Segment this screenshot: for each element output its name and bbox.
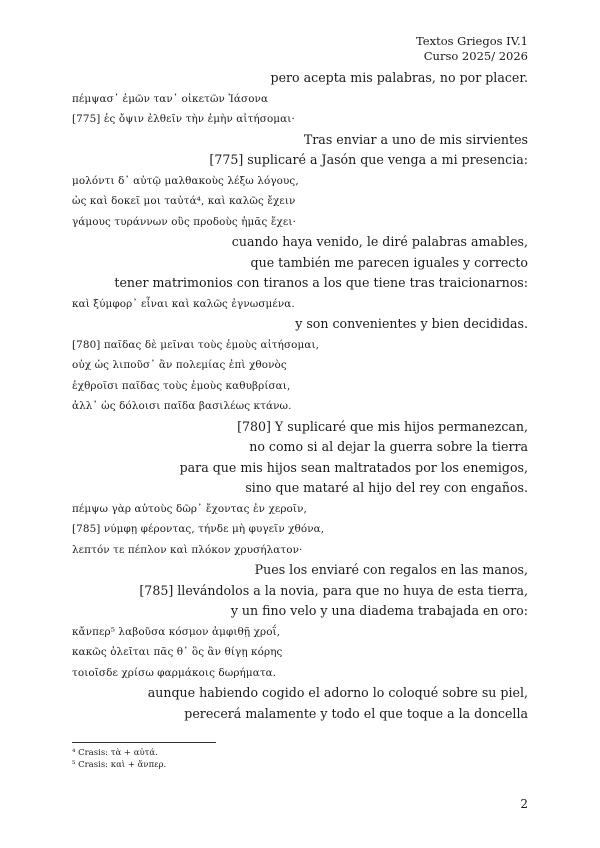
footnote-rule: [72, 742, 216, 743]
spanish-translation-line: sino que mataré al hijo del rey con engaños.: [245, 480, 528, 495]
footnotes: [72, 742, 528, 771]
greek-verse-line: πέμψασ᾽ ἐμῶν ταν᾽ οἰκετῶν Ἰάσονα: [72, 92, 269, 105]
spanish-translation-line: no como si al dejar la guerra sobre la tierra: [249, 439, 528, 454]
footnote-4: ⁴ Crasis: τὰ + αὐτά.: [72, 748, 158, 758]
spanish-translation-line: [785] llevándolos a la novia, para que no huya de esta tierra,: [139, 582, 528, 598]
greek-verse-line: μολόντι δ᾽ αὐτῷ μαλθακοὺς λέξω λόγους,: [72, 174, 299, 187]
greek-verse-line: λεπτόν τε πέπλον καὶ πλόκον χρυσήλατον·: [72, 543, 303, 556]
spanish-translation-line: Tras enviar a uno de mis sirvientes: [303, 131, 528, 147]
greek-verse-line: καὶ ξύμφορ᾽ εἶναι καὶ καλῶς ἐγνωσμένα.: [72, 297, 295, 310]
spanish-translation-line: [780] Y suplicaré que mis hijos permanezcan,: [237, 418, 528, 434]
spanish-translation-line: cuando haya venido, le diré palabras amables,: [231, 234, 528, 249]
course-title: Textos Griegos IV.1: [416, 34, 528, 48]
greek-verse-line: ἀλλ᾽ ὡς δόλοισι παῖδα βασιλέως κτάνω.: [72, 400, 292, 412]
spanish-translation-line: que también me parecen iguales y correcto: [250, 254, 528, 270]
greek-verse-line: τοιοῖσδε χρίσω φαρμάκοις δωρήματα.: [72, 666, 277, 679]
spanish-translation-line: aunque habiendo cogido el adorno lo coloqué sobre su piel,: [147, 685, 528, 700]
spanish-translation-line: pero acepta mis palabras, no por placer.: [270, 70, 528, 85]
course-year: Curso 2025/ 2026: [423, 49, 528, 63]
spanish-translation-line: para que mis hijos sean maltratados por los enemigos,: [179, 459, 528, 475]
greek-verse-line: κακῶς ὀλεῖται πᾶς θ᾽ ὃς ἂν θίγῃ κόρης: [72, 646, 283, 658]
greek-verse-line: γάμους τυράννων οὓς προδοὺς ἡμᾶς ἔχει·: [72, 215, 296, 228]
greek-verse-line: ὡς καὶ δοκεῖ μοι ταὐτά⁴, καὶ καλῶς ἔχειν: [72, 195, 296, 207]
spanish-translation-line: tener matrimonios con tiranos a los que tiene tras traicionarnos:: [114, 275, 528, 290]
greek-verse-line: πέμψω γὰρ αὐτοὺς δῶρ᾽ ἔχοντας ἐν χεροῖν,: [72, 502, 307, 515]
greek-verse-line: οὐχ ὡς λιποῦσ᾽ ἂν πολεμίας ἐπὶ χθονὸς: [72, 359, 287, 371]
spanish-translation-line: [775] suplicaré a Jasón que venga a mi presencia:: [209, 152, 528, 167]
greek-verse-line: κἄνπερ⁵ λαβοῦσα κόσμον ἀμφιθῇ χροΐ,: [72, 625, 281, 638]
page-header: [416, 34, 528, 64]
page-number: 2: [520, 797, 528, 811]
spanish-translation-line: y un fino velo y una diadema trabajada en oro:: [230, 603, 528, 618]
footnote-5: ⁵ Crasis: καὶ + ἄνπερ.: [72, 760, 167, 770]
greek-verse-line: ἐχθροῖσι παῖδας τοὺς ἐμοὺς καθυβρίσαι,: [72, 379, 291, 392]
spanish-translation-line: y son convenientes y bien decididas.: [295, 316, 528, 331]
text-body: [72, 68, 528, 724]
greek-verse-line: [775] ἐς ὄψιν ἐλθεῖν τὴν ἐμὴν αἰτήσομαι·: [72, 113, 295, 125]
greek-verse-line: [780] παῖδας δὲ μεῖναι τοὺς ἐμοὺς αἰτήσομαι,: [72, 338, 320, 351]
spanish-translation-line: Pues los enviaré con regalos en las manos,: [254, 562, 528, 577]
spanish-translation-line: perecerá malamente y todo el que toque a la doncella: [184, 705, 528, 721]
greek-verse-line: [785] νύμφῃ φέροντας, τήνδε μὴ φυγεῖν χθόνα,: [72, 523, 325, 535]
